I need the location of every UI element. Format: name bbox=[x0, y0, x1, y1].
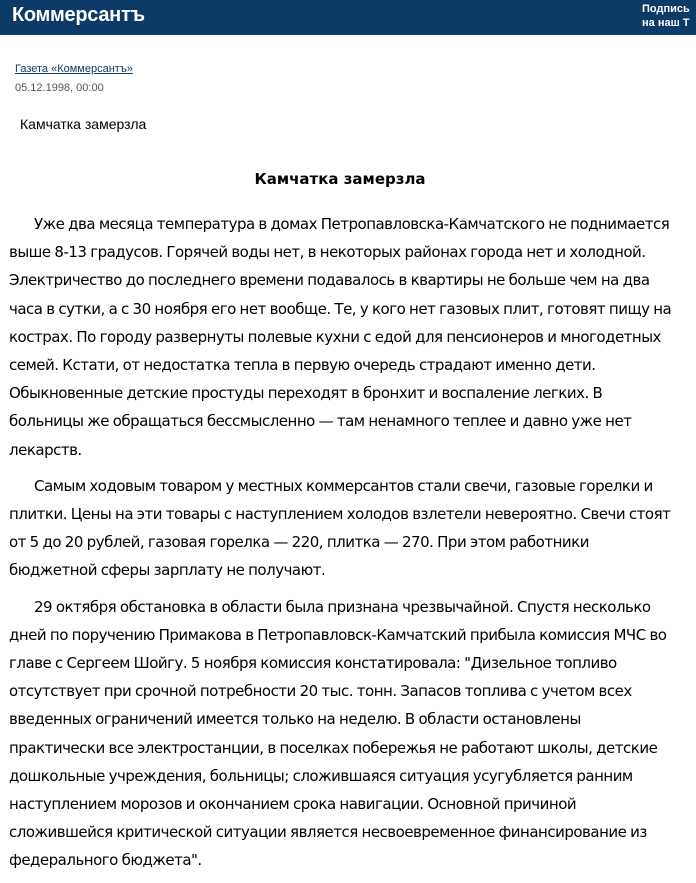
site-header bbox=[0, 0, 696, 35]
article-title: Камчатка замерзла bbox=[254, 170, 426, 188]
subscribe-promo-line-2[interactable]: на наш Т bbox=[642, 17, 690, 29]
article-paragraph-1: Уже два месяца температура в домах Петропавловска-Камчатского не поднимается выше 8-13 градусов. Горячей воды нет, в некоторых районах города нет и холодной. Электричество до последнего времени подавалось в квартиры не больше чем на два часа в сутки, а с 30 ноября его нет вообще. Те, у кого нет газовых плит, готовят пищу на кострах. По городу развернуты полевые кухни с едой для пенсионеров и многодетных семей. Кстати, от недостатка тепла в первую очередь страдают именно дети. Обыкновенные детские простуды переходят в бронхит и воспаление легких. В больницы же обращаться бессмысленно — там ненамного теплее и давно уже нет лекарств. bbox=[9, 215, 672, 459]
publication-date: 05.12.1998, 00:00 bbox=[15, 82, 104, 94]
article-paragraph-2: Самым ходовым товаром у местных коммерсантов стали свечи, газовые горелки и плитки. Цены на эти товары с наступлением холодов взлетели невероятно. Свечи стоят от 5 до 20 рублей, газовая горелка — 220, плитка — 270. При этом работники бюджетной сферы зарплату не получают. bbox=[9, 476, 671, 580]
page-title: Камчатка замерзла bbox=[20, 116, 147, 132]
source-link[interactable]: Газета «Коммерсантъ» bbox=[15, 63, 133, 75]
subscribe-promo-link[interactable] bbox=[642, 2, 690, 30]
article-paragraph-3: 29 октября обстановка в области была признана чрезвычайной. Спустя несколько дней по поручению Примакова в Петропавловск-Камчатский прибыла комиссия МЧС во главе с Сергеем Шойгу. 5 ноября комиссия констатировала: "Дизельное топливо отсутствует при срочной потребности 20 тыс. тонн. Запасов топлива с учетом всех введенных ограничений имеется только на неделю. В области остановлены практически все электростанции, в поселках побережья не работают школы, детские дошкольные учреждения, больницы; сложившаяся ситуация усугубляется ранним наступлением морозов и окончанием срока навигации. Основной причиной сложившейся критической ситуации является несвоевременное финансирование из федерального бюджета". bbox=[9, 597, 667, 870]
site-logo[interactable]: Коммерсантъ bbox=[12, 4, 145, 26]
subscribe-promo-line-1[interactable]: Подпись bbox=[642, 3, 690, 15]
article-body bbox=[9, 210, 679, 883]
